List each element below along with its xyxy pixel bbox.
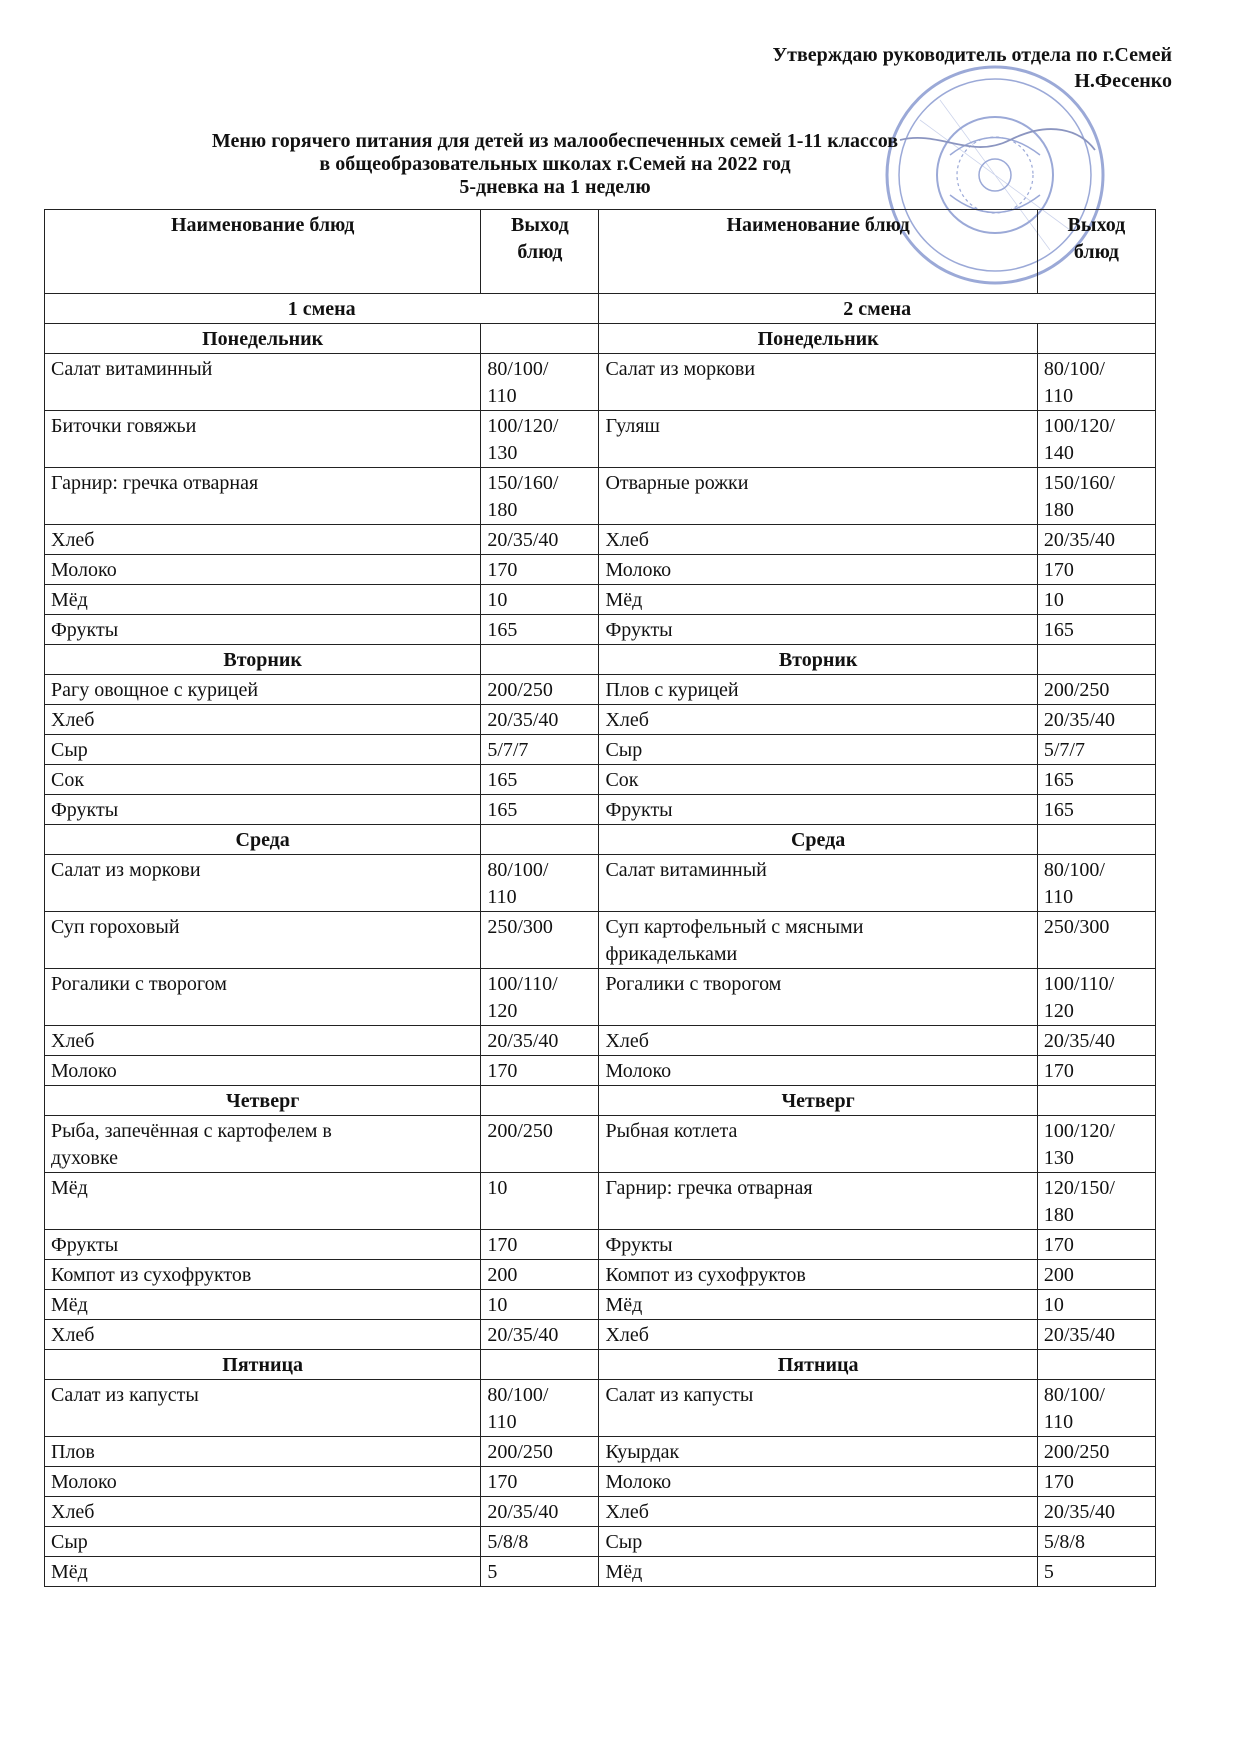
table-row [45,1056,1156,1086]
dish-shift2: Компот из сухофруктов [599,1260,1037,1290]
dish-shift1: Хлеб [45,1497,481,1527]
yield-shift1: 5/8/8 [481,1527,599,1557]
yield-shift2: 80/100/ 110 [1037,354,1155,411]
dish-shift1: Молоко [45,555,481,585]
yield-shift2: 165 [1037,615,1155,645]
day-name-shift2: Пятница [599,1350,1037,1380]
yield-shift1: 100/110/ 120 [481,969,599,1026]
shift-2-label: 2 смена [599,294,1156,324]
table-row [45,969,1156,1026]
day-name-shift2: Четверг [599,1086,1037,1116]
dish-shift2: Салат из моркови [599,354,1037,411]
yield-shift1: 80/100/ 110 [481,1380,599,1437]
yield-shift2: 20/35/40 [1037,1497,1155,1527]
day-empty-cell [481,645,599,675]
dish-shift2: Хлеб [599,1320,1037,1350]
table-row [45,1437,1156,1467]
yield-shift2: 200/250 [1037,1437,1155,1467]
dish-shift1: Хлеб [45,525,481,555]
yield-shift2: 20/35/40 [1037,525,1155,555]
day-row [45,1086,1156,1116]
table-row [45,525,1156,555]
day-name-shift1: Вторник [45,645,481,675]
yield-shift1: 165 [481,795,599,825]
dish-shift1: Мёд [45,585,481,615]
day-empty-cell [481,1086,599,1116]
dish-shift1: Биточки говяжьи [45,411,481,468]
dish-shift1: Салат витаминный [45,354,481,411]
dish-shift2: Суп картофельный с мясными фрикадельками [599,912,1037,969]
dish-shift2: Мёд [599,585,1037,615]
dish-shift1: Мёд [45,1290,481,1320]
dish-shift1: Гарнир: гречка отварная [45,468,481,525]
yield-shift1: 200/250 [481,675,599,705]
dish-shift2: Фрукты [599,1230,1037,1260]
dish-shift2: Хлеб [599,525,1037,555]
dish-shift2: Мёд [599,1290,1037,1320]
day-name-shift2: Вторник [599,645,1037,675]
yield-shift2: 170 [1037,1467,1155,1497]
table-row [45,675,1156,705]
yield-shift2: 5/8/8 [1037,1527,1155,1557]
yield-shift1: 20/35/40 [481,1497,599,1527]
yield-shift1: 10 [481,1173,599,1230]
table-row [45,1497,1156,1527]
dish-shift2: Гуляш [599,411,1037,468]
dish-shift1: Рогалики с творогом [45,969,481,1026]
dish-shift1: Фрукты [45,795,481,825]
table-row [45,795,1156,825]
dish-shift1: Мёд [45,1557,481,1587]
yield-shift1: 20/35/40 [481,1320,599,1350]
yield-shift2: 5/7/7 [1037,735,1155,765]
day-row [45,645,1156,675]
yield-shift2: 5 [1037,1557,1155,1587]
dish-shift2: Сыр [599,735,1037,765]
dish-shift1: Хлеб [45,1026,481,1056]
dish-shift1: Хлеб [45,1320,481,1350]
dish-shift2: Сыр [599,1527,1037,1557]
day-name-shift2: Среда [599,825,1037,855]
table-row [45,555,1156,585]
dish-shift1: Суп гороховый [45,912,481,969]
yield-shift1: 170 [481,1230,599,1260]
shift-row [45,294,1156,324]
title-line-3: 5-дневка на 1 неделю [459,176,651,198]
table-row [45,735,1156,765]
yield-shift1: 5/7/7 [481,735,599,765]
table-row [45,1527,1156,1557]
day-name-shift1: Пятница [45,1350,481,1380]
table-row [45,912,1156,969]
dish-shift1: Салат из капусты [45,1380,481,1437]
dish-shift2: Хлеб [599,705,1037,735]
yield-shift1: 20/35/40 [481,525,599,555]
approval-line-2: Н.Фесенко [1074,70,1172,92]
day-name-shift1: Понедельник [45,324,481,354]
yield-shift2: 250/300 [1037,912,1155,969]
yield-shift1: 5 [481,1557,599,1587]
dish-shift2: Фрукты [599,615,1037,645]
yield-shift1: 10 [481,585,599,615]
dish-shift1: Рыба, запечённая с картофелем в духовке [45,1116,481,1173]
dish-shift1: Сыр [45,1527,481,1557]
yield-shift1: 100/120/ 130 [481,411,599,468]
day-empty-cell [481,825,599,855]
yield-shift1: 165 [481,615,599,645]
dish-shift1: Молоко [45,1467,481,1497]
day-name-shift1: Четверг [45,1086,481,1116]
table-row [45,1320,1156,1350]
header-yield-shift2: Выход блюд [1037,210,1155,294]
header-yield-shift1: Выход блюд [481,210,599,294]
dish-shift1: Компот из сухофруктов [45,1260,481,1290]
yield-shift2: 170 [1037,555,1155,585]
yield-shift1: 200 [481,1260,599,1290]
table-row [45,1173,1156,1230]
dish-shift2: Отварные рожки [599,468,1037,525]
yield-shift2: 20/35/40 [1037,1320,1155,1350]
title-line-2: в общеобразовательных школах г.Семей на 2022 год [319,153,791,175]
day-empty-cell [1037,1086,1155,1116]
yield-shift2: 20/35/40 [1037,1026,1155,1056]
dish-shift1: Мёд [45,1173,481,1230]
yield-shift1: 250/300 [481,912,599,969]
dish-shift2: Рогалики с творогом [599,969,1037,1026]
yield-shift1: 170 [481,555,599,585]
day-row [45,324,1156,354]
dish-shift2: Хлеб [599,1026,1037,1056]
table-row [45,1290,1156,1320]
yield-shift1: 165 [481,765,599,795]
dish-shift1: Салат из моркови [45,855,481,912]
table-row [45,354,1156,411]
table-row [45,1467,1156,1497]
document-title [0,130,1110,199]
dish-shift2: Салат из капусты [599,1380,1037,1437]
yield-shift1: 170 [481,1056,599,1086]
yield-shift1: 170 [481,1467,599,1497]
day-empty-cell [1037,825,1155,855]
dish-shift2: Хлеб [599,1497,1037,1527]
yield-shift2: 170 [1037,1230,1155,1260]
table-row [45,1116,1156,1173]
yield-shift2: 100/120/ 130 [1037,1116,1155,1173]
table-row [45,585,1156,615]
day-row [45,1350,1156,1380]
yield-shift1: 10 [481,1290,599,1320]
yield-shift2: 200/250 [1037,675,1155,705]
yield-shift1: 150/160/ 180 [481,468,599,525]
dish-shift1: Сыр [45,735,481,765]
dish-shift2: Салат витаминный [599,855,1037,912]
menu-table [44,209,1156,1587]
day-empty-cell [1037,1350,1155,1380]
yield-shift2: 20/35/40 [1037,705,1155,735]
table-row [45,1230,1156,1260]
yield-shift1: 20/35/40 [481,1026,599,1056]
dish-shift2: Молоко [599,1467,1037,1497]
dish-shift1: Рагу овощное с курицей [45,675,481,705]
table-row [45,1557,1156,1587]
table-row [45,615,1156,645]
dish-shift2: Фрукты [599,795,1037,825]
dish-shift2: Гарнир: гречка отварная [599,1173,1037,1230]
yield-shift2: 120/150/ 180 [1037,1173,1155,1230]
yield-shift1: 200/250 [481,1437,599,1467]
yield-shift2: 80/100/ 110 [1037,855,1155,912]
yield-shift2: 10 [1037,585,1155,615]
day-empty-cell [1037,645,1155,675]
dish-shift1: Фрукты [45,615,481,645]
header-row [45,210,1156,294]
dish-shift2: Куырдак [599,1437,1037,1467]
yield-shift2: 100/110/ 120 [1037,969,1155,1026]
dish-shift2: Мёд [599,1557,1037,1587]
dish-shift2: Сок [599,765,1037,795]
table-row [45,765,1156,795]
title-line-1: Меню горячего питания для детей из малообеспеченных семей 1-11 классов [211,130,899,152]
yield-shift2: 165 [1037,795,1155,825]
header-dish-shift2: Наименование блюд [599,210,1037,294]
dish-shift2: Молоко [599,1056,1037,1086]
dish-shift1: Фрукты [45,1230,481,1260]
dish-shift2: Молоко [599,555,1037,585]
day-empty-cell [481,324,599,354]
yield-shift2: 150/160/ 180 [1037,468,1155,525]
dish-shift2: Рыбная котлета [599,1116,1037,1173]
yield-shift1: 200/250 [481,1116,599,1173]
dish-shift2: Плов с курицей [599,675,1037,705]
day-name-shift2: Понедельник [599,324,1037,354]
yield-shift2: 170 [1037,1056,1155,1086]
yield-shift2: 200 [1037,1260,1155,1290]
header-dish-shift1: Наименование блюд [45,210,481,294]
dish-shift1: Хлеб [45,705,481,735]
day-empty-cell [481,1350,599,1380]
table-row [45,1026,1156,1056]
table-row [45,411,1156,468]
shift-1-label: 1 смена [45,294,599,324]
dish-shift1: Молоко [45,1056,481,1086]
table-row [45,468,1156,525]
day-name-shift1: Среда [45,825,481,855]
table-row [45,855,1156,912]
approval-line-1: Утверждаю руководитель отдела по г.Семей [772,44,1172,66]
yield-shift1: 20/35/40 [481,705,599,735]
yield-shift2: 165 [1037,765,1155,795]
yield-shift1: 80/100/ 110 [481,855,599,912]
dish-shift1: Плов [45,1437,481,1467]
dish-shift1: Сок [45,765,481,795]
table-row [45,1380,1156,1437]
yield-shift2: 100/120/ 140 [1037,411,1155,468]
yield-shift2: 10 [1037,1290,1155,1320]
yield-shift2: 80/100/ 110 [1037,1380,1155,1437]
day-empty-cell [1037,324,1155,354]
table-row [45,1260,1156,1290]
day-row [45,825,1156,855]
table-row [45,705,1156,735]
yield-shift1: 80/100/ 110 [481,354,599,411]
